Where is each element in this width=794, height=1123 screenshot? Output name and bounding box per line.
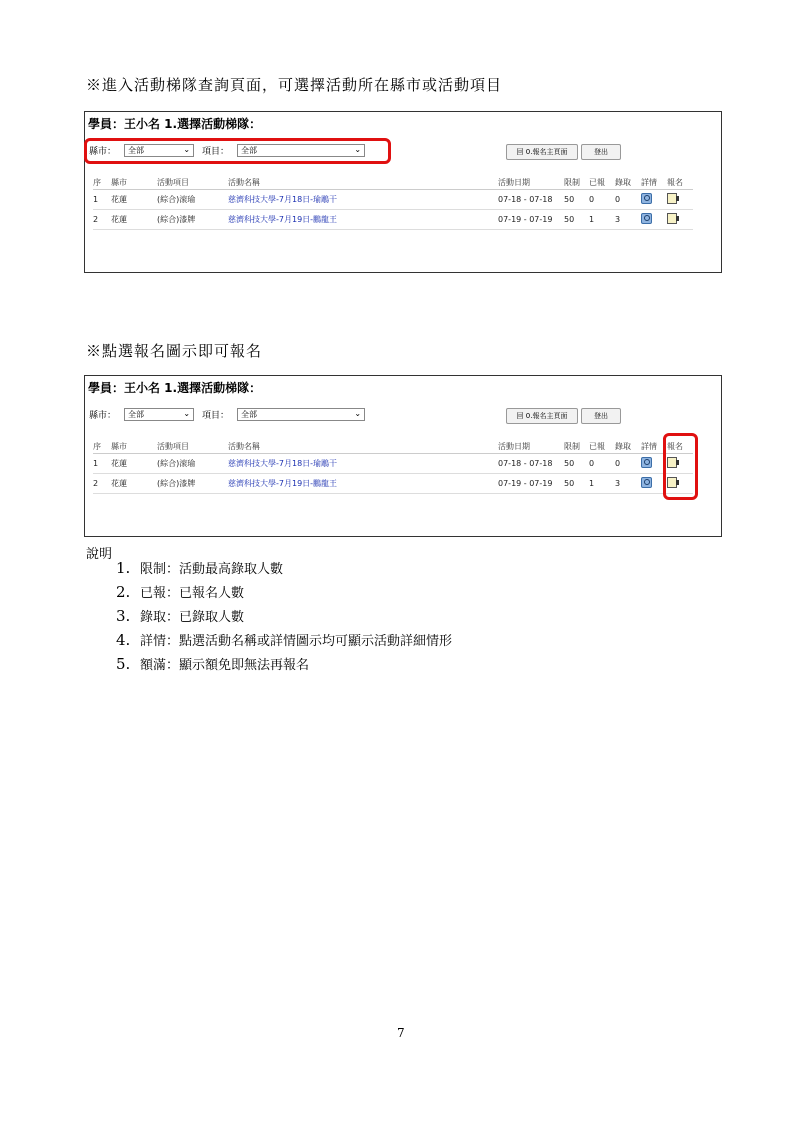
table-header-row — [93, 176, 693, 190]
note-number: 3. — [116, 607, 131, 625]
row-applied: 1 — [589, 210, 615, 230]
item-select-value: 全部 — [241, 410, 258, 419]
table-row — [93, 210, 693, 230]
row-county: 花蓮 — [111, 210, 157, 230]
signup-icon[interactable] — [667, 213, 677, 224]
item-select-value: 全部 — [241, 146, 258, 155]
section-heading-signup: ※點選報名圖示即可報名 — [86, 342, 263, 360]
county-label: 縣市： — [89, 411, 117, 421]
col-detail: 詳情 — [641, 176, 667, 190]
col-no: 序 — [93, 440, 111, 454]
row-date: 07-19 - 07-19 — [498, 210, 564, 230]
list-item — [116, 652, 452, 676]
col-applied: 已報 — [589, 176, 615, 190]
col-limit: 限制 — [564, 176, 589, 190]
note-text: 錄取：已錄取人數 — [140, 610, 245, 625]
row-item: (綜合)漆牌 — [157, 474, 228, 494]
col-signup: 報名 — [667, 440, 693, 454]
row-date: 07-18 - 07-18 — [498, 454, 564, 474]
row-county: 花蓮 — [111, 454, 157, 474]
row-no: 2 — [93, 474, 111, 494]
row-applied: 0 — [589, 190, 615, 210]
note-number: 1. — [116, 559, 131, 577]
row-item: (綜合)滚瑜 — [157, 190, 228, 210]
col-item: 活動項目 — [157, 440, 228, 454]
county-select[interactable] — [124, 408, 194, 421]
note-number: 4. — [116, 631, 131, 649]
row-county: 花蓮 — [111, 190, 157, 210]
col-admitted: 錄取 — [615, 176, 641, 190]
activity-name-link[interactable]: 慈濟科技大學-7月18日-瑜鵰干 — [228, 454, 498, 474]
note-text: 限制：活動最高錄取人數 — [140, 562, 284, 577]
list-item — [116, 580, 452, 604]
col-date: 活動日期 — [498, 176, 564, 190]
col-county: 縣市 — [111, 440, 157, 454]
row-date: 07-18 - 07-18 — [498, 190, 564, 210]
row-applied: 1 — [589, 474, 615, 494]
row-limit: 50 — [564, 454, 589, 474]
chevron-down-icon: ⌄ — [183, 145, 191, 154]
screenshot-query-panel — [84, 111, 722, 273]
row-date: 07-19 - 07-19 — [498, 474, 564, 494]
item-label: 項目： — [202, 411, 230, 421]
col-admitted: 錄取 — [615, 440, 641, 454]
col-name: 活動名稱 — [228, 440, 498, 454]
col-limit: 限制 — [564, 440, 589, 454]
row-admitted: 0 — [615, 454, 641, 474]
chevron-down-icon: ⌄ — [354, 409, 362, 418]
col-signup: 報名 — [667, 176, 693, 190]
row-admitted: 3 — [615, 210, 641, 230]
screenshot-signup-panel — [84, 375, 722, 537]
logout-button[interactable]: 登出 — [581, 408, 621, 424]
table-row — [93, 454, 693, 474]
county-label: 縣市： — [89, 147, 117, 157]
filter-highlight-box — [84, 138, 391, 164]
detail-magnifier-icon[interactable] — [641, 193, 652, 204]
logout-button[interactable]: 登出 — [581, 144, 621, 160]
back-to-main-button[interactable]: 回 0.報名主頁面 — [506, 408, 578, 424]
detail-magnifier-icon[interactable] — [641, 457, 652, 468]
back-to-main-button[interactable]: 回 0.報名主頁面 — [506, 144, 578, 160]
note-number: 2. — [116, 583, 131, 601]
col-applied: 已報 — [589, 440, 615, 454]
county-select-value: 全部 — [128, 146, 145, 155]
chevron-down-icon: ⌄ — [183, 409, 191, 418]
item-select[interactable] — [237, 408, 365, 421]
panel-title: 學員：王小名 1.選擇活動梯隊： — [88, 117, 262, 131]
row-item: (綜合)滚瑜 — [157, 454, 228, 474]
row-no: 2 — [93, 210, 111, 230]
col-county: 縣市 — [111, 176, 157, 190]
chevron-down-icon: ⌄ — [354, 145, 362, 154]
note-number: 5. — [116, 655, 131, 673]
list-item — [116, 556, 452, 580]
detail-magnifier-icon[interactable] — [641, 477, 652, 488]
page-number: 7 — [397, 1026, 405, 1040]
row-admitted: 3 — [615, 474, 641, 494]
notes-list — [116, 556, 452, 676]
activity-table — [93, 176, 693, 230]
filter-row — [89, 408, 373, 421]
row-no: 1 — [93, 454, 111, 474]
item-label: 項目： — [202, 147, 230, 157]
table-row — [93, 190, 693, 210]
note-text: 詳情：點選活動名稱或詳情圖示均可顯示活動詳細情形 — [140, 634, 453, 649]
col-no: 序 — [93, 176, 111, 190]
table-header-row — [93, 440, 693, 454]
activity-name-link[interactable]: 慈濟科技大學-7月18日-瑜鵰干 — [228, 190, 498, 210]
section-heading-query: ※進入活動梯隊查詢頁面，可選擇活動所在縣市或活動項目 — [86, 76, 503, 94]
row-applied: 0 — [589, 454, 615, 474]
signup-icon[interactable] — [667, 193, 677, 204]
list-item — [116, 628, 452, 652]
col-date: 活動日期 — [498, 440, 564, 454]
row-no: 1 — [93, 190, 111, 210]
county-select-value: 全部 — [128, 410, 145, 419]
row-limit: 50 — [564, 210, 589, 230]
table-row — [93, 474, 693, 494]
list-item — [116, 604, 452, 628]
col-detail: 詳情 — [641, 440, 667, 454]
notes-title: 說明 — [86, 547, 113, 562]
panel-title: 學員：王小名 1.選擇活動梯隊： — [88, 381, 262, 395]
row-admitted: 0 — [615, 190, 641, 210]
row-item: (綜合)漆牌 — [157, 210, 228, 230]
note-text: 額滿：顯示額免即無法再報名 — [140, 658, 310, 673]
note-text: 已報：已報名人數 — [140, 586, 245, 601]
col-name: 活動名稱 — [228, 176, 498, 190]
activity-table — [93, 440, 693, 494]
activity-name-link[interactable]: 慈濟科技大學-7月19日-鵬龍王 — [228, 474, 498, 494]
row-limit: 50 — [564, 474, 589, 494]
activity-name-link[interactable]: 慈濟科技大學-7月19日-鵬龍王 — [228, 210, 498, 230]
row-county: 花蓮 — [111, 474, 157, 494]
col-item: 活動項目 — [157, 176, 228, 190]
signup-column-highlight-box — [663, 433, 698, 500]
row-limit: 50 — [564, 190, 589, 210]
detail-magnifier-icon[interactable] — [641, 213, 652, 224]
